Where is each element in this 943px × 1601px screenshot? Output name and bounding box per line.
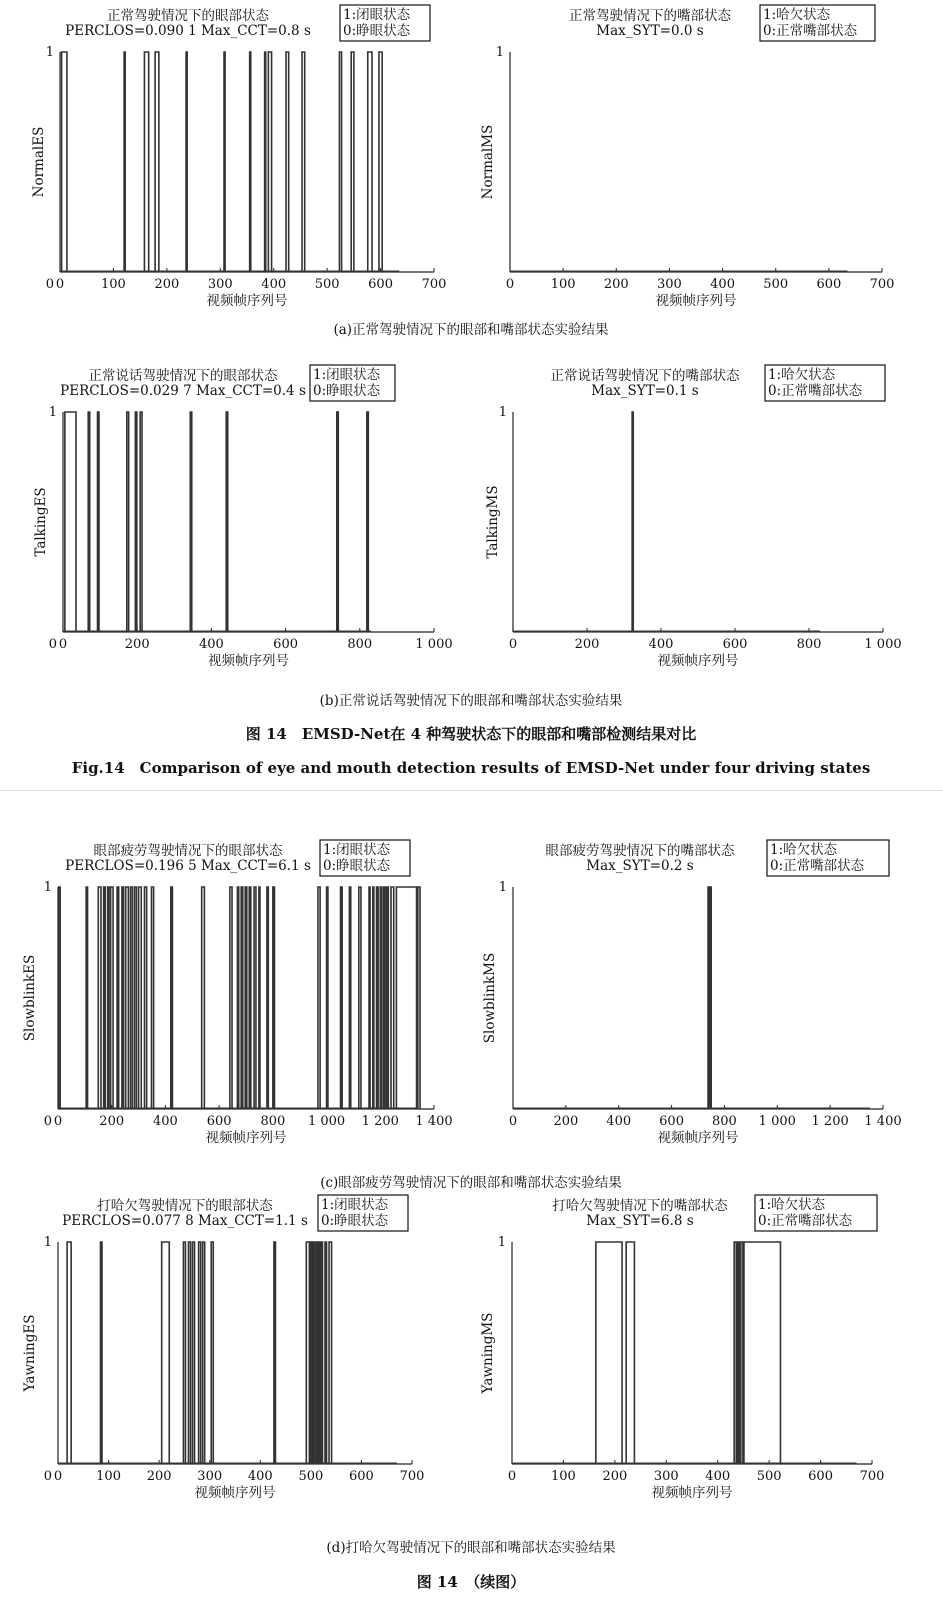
state-pulse [127,412,129,632]
state-pulse [241,887,243,1109]
state-pulse [741,1242,743,1464]
state-pulse [265,52,266,272]
state-pulse [226,412,227,632]
y-tick-label: 0 [43,1114,52,1129]
y-tick-label: 0 [45,277,54,292]
state-pulse [245,887,247,1109]
chart-title: 正常驾驶情况下的嘴部状态 [569,8,731,24]
x-tick-label: 600 [659,1114,684,1129]
x-tick-label: 400 [606,1114,632,1129]
state-pulse [596,1242,622,1464]
state-pulse [738,1242,740,1464]
x-tick-label: 1 400 [864,1114,902,1129]
x-tick-label: 600 [206,1114,232,1129]
legend-entry: 0:睁眼状态 [323,858,391,874]
chart-talking-eye [33,365,453,669]
state-pulse [369,887,370,1109]
y-tick-label: 0 [43,1469,52,1484]
x-tick-label: 700 [859,1469,885,1484]
legend-entry: 1:闭眼状态 [343,7,411,23]
y-axis-label: TalkingES [33,487,49,557]
x-axis-label: 视频帧序列号 [657,1130,739,1146]
state-pulse [135,412,136,632]
x-tick-label: 300 [653,1469,679,1484]
chart-talking-mouth [485,365,902,669]
state-pulse [155,52,159,272]
state-pulse [391,887,394,1109]
y-axis-label: NormalMS [480,124,496,200]
x-tick-label: 300 [197,1469,223,1484]
x-tick-label: 800 [796,637,822,652]
chart-title: 正常说话驾驶情况下的眼部状态 [88,368,278,384]
chart-slowblink-eye [22,840,453,1146]
x-tick-label: 0 [508,637,518,652]
x-tick-label: 1 000 [307,1114,346,1129]
state-pulse [254,887,256,1109]
state-pulse [329,1242,332,1464]
chart-subtitle: Max_SYT=0.0 s [596,23,704,39]
state-pulse [268,52,271,272]
state-pulse [632,412,633,632]
x-tick-label: 400 [710,277,735,292]
state-pulse [126,887,129,1109]
state-pulse [190,412,191,632]
x-tick-label: 200 [146,1469,172,1484]
y-axis-label: YawningMS [480,1312,496,1394]
state-pulse [259,887,260,1109]
legend-entry: 0:正常嘴部状态 [763,23,858,39]
chart-title: 正常驾驶情况下的眼部状态 [107,8,269,24]
state-pulse [135,887,137,1109]
legend-entry: 0:正常嘴部状态 [758,1213,853,1229]
x-tick-label: 300 [207,277,233,292]
x-tick-label: 600 [808,1469,833,1484]
chart-subtitle: PERCLOS=0.029 7 Max_CCT=0.4 s [60,383,306,399]
x-tick-label: 1 200 [361,1114,399,1129]
chart-slowblink-mouth [482,840,902,1146]
x-tick-label: 200 [99,1114,125,1129]
y-axis-label: SlowblinkMS [482,952,498,1044]
state-pulse [249,887,251,1109]
state-pulse [325,1242,327,1464]
chart-title: 眼部疲劳驾驶情况下的眼部状态 [93,843,283,859]
state-pulse [183,1242,185,1464]
y-tick-label: 1 [498,880,507,895]
state-pulse [122,887,124,1109]
state-pulse [373,887,374,1109]
x-tick-label: 500 [756,1469,782,1484]
state-pulse [98,412,99,632]
state-pulse [199,1242,201,1464]
legend-entry: 1:哈欠状态 [770,842,838,858]
state-pulse [59,887,60,1109]
legend-entry: 0:正常嘴部状态 [770,858,865,874]
state-pulse [250,52,251,272]
state-pulse [139,887,142,1109]
state-pulse [124,52,125,272]
legend [340,5,430,41]
state-pulse [151,887,153,1109]
state-pulse [359,887,361,1109]
y-tick-label: 1 [48,405,57,420]
legend-entry: 0:睁眼状态 [313,383,381,399]
state-pulse [377,887,379,1109]
chart-title: 眼部疲劳驾驶情况下的嘴部状态 [545,843,735,859]
y-tick-label: 1 [497,1235,506,1250]
legend-entry: 0:睁眼状态 [343,23,411,39]
chart-subtitle: Max_SYT=0.2 s [586,858,694,874]
state-pulse [65,412,76,632]
state-pulse [86,887,87,1109]
x-tick-label: 400 [261,277,287,292]
state-pulse [188,1242,190,1464]
chart-normal-eye [31,5,446,309]
y-tick-label: 0 [48,637,57,652]
state-pulse [368,52,372,272]
chart-subtitle: PERCLOS=0.090 1 Max_CCT=0.8 s [65,23,311,39]
state-pulse [339,52,341,272]
state-pulse [98,887,101,1109]
state-pulse [318,1242,320,1464]
state-pulse [140,412,142,632]
legend-entry: 0:睁眼状态 [321,1213,389,1229]
state-pulse [321,1242,323,1464]
y-tick-label: 1 [45,45,54,60]
x-tick-label: 100 [551,1469,576,1484]
x-tick-label: 500 [314,277,340,292]
x-axis-label: 视频帧序列号 [206,293,288,309]
state-pulse [734,1242,736,1464]
state-pulse [131,887,133,1109]
x-tick-label: 1 000 [864,637,902,652]
x-tick-label: 100 [101,277,126,292]
caption-a: (a)正常驾驶情况下的眼部和嘴部状态实验结果 [333,322,609,338]
state-pulse [337,412,338,632]
y-tick-label: 1 [43,1235,52,1250]
legend-entry: 0:正常嘴部状态 [768,383,863,399]
chart-yawning-mouth [480,1195,884,1501]
x-tick-label: 400 [153,1114,178,1129]
x-tick-label: 600 [349,1469,374,1484]
state-pulse [108,887,109,1109]
chart-title: 正常说话驾驶情况下的嘴部状态 [550,368,740,384]
x-tick-label: 200 [603,277,629,292]
caption-b: (b)正常说话驾驶情况下的眼部和嘴部状态实验结果 [319,693,623,709]
x-tick-label: 0 [55,277,65,292]
state-pulse [396,887,416,1109]
state-pulse [162,1242,170,1464]
state-pulse [100,1242,102,1464]
legend [767,840,889,876]
x-tick-label: 700 [869,277,895,292]
x-tick-label: 300 [657,277,682,292]
legend [755,1195,877,1231]
y-axis-label: YawningES [22,1314,38,1392]
x-tick-label: 0 [508,1114,518,1129]
state-pulse [186,52,187,272]
y-axis-label: TalkingMS [485,485,501,559]
chart-subtitle: PERCLOS=0.077 8 Max_CCT=1.1 s [62,1213,308,1229]
x-tick-label: 0 [53,1114,63,1129]
x-tick-label: 200 [553,1114,579,1129]
x-tick-label: 400 [648,637,674,652]
x-axis-label: 视频帧序列号 [205,1130,287,1146]
state-pulse [144,887,146,1109]
state-pulse [211,1242,213,1464]
y-axis-label: NormalES [31,126,47,198]
y-tick-label: 1 [498,405,507,420]
x-tick-label: 800 [260,1114,286,1129]
x-tick-label: 1 000 [758,1114,796,1129]
state-pulse [230,887,232,1109]
x-tick-label: 1 000 [415,637,453,652]
state-pulse [367,412,368,632]
x-tick-label: 600 [368,277,393,292]
legend [760,5,875,41]
chart-subtitle: Max_SYT=0.1 s [591,383,699,399]
y-tick-label: 1 [495,45,504,60]
x-tick-label: 1 200 [811,1114,849,1129]
state-pulse [302,52,305,272]
caption-c: (c)眼部疲劳驾驶情况下的眼部和嘴部状态实验结果 [320,1175,622,1191]
legend [765,365,885,401]
x-tick-label: 700 [399,1469,425,1484]
legend-entry: 1:哈欠状态 [763,7,831,23]
x-tick-label: 800 [712,1114,737,1129]
figure-caption-continued: 图 14 （续图） [416,1573,526,1591]
state-pulse [111,887,113,1109]
state-pulse [387,887,389,1109]
legend [318,1195,408,1231]
chart-title: 打哈欠驾驶情况下的嘴部状态 [552,1198,728,1214]
x-tick-label: 200 [124,637,150,652]
x-tick-label: 500 [298,1469,324,1484]
chart-subtitle: Max_SYT=6.8 s [586,1213,694,1229]
x-tick-label: 1 400 [415,1114,453,1129]
x-tick-label: 500 [763,277,789,292]
state-pulse [274,1242,276,1464]
x-tick-label: 600 [722,637,748,652]
x-tick-label: 600 [273,637,299,652]
state-pulse [67,1242,71,1464]
x-axis-label: 视频帧序列号 [655,293,737,309]
chart-title: 打哈欠驾驶情况下的眼部状态 [97,1198,273,1214]
x-axis-label: 视频帧序列号 [657,653,739,669]
state-pulse [744,1242,781,1464]
legend-entry: 1:哈欠状态 [768,367,836,383]
figure-caption-cn: 图 14 EMSD-Net在 4 种驾驶状态下的眼部和嘴部检测结果对比 [245,725,697,743]
caption-d: (d)打哈欠驾驶情况下的眼部和嘴部状态实验结果 [326,1540,616,1556]
state-pulse [273,887,275,1109]
x-tick-label: 0 [53,1469,63,1484]
chart-subtitle: PERCLOS=0.196 5 Max_CCT=6.1 s [65,858,311,874]
state-pulse [626,1242,634,1464]
x-tick-label: 200 [154,277,180,292]
legend-entry: 1:闭眼状态 [313,367,381,383]
x-tick-label: 200 [574,637,600,652]
legend-entry: 1:哈欠状态 [758,1197,826,1213]
x-tick-label: 0 [505,277,515,292]
x-axis-label: 视频帧序列号 [208,653,289,669]
x-tick-label: 600 [816,277,842,292]
state-pulse [310,1242,312,1464]
state-pulse [349,887,350,1109]
state-pulse [313,1242,315,1464]
state-pulse [384,887,386,1109]
state-pulse [708,887,709,1109]
x-tick-label: 400 [247,1469,273,1484]
x-tick-label: 100 [96,1469,121,1484]
figure-caption-en: Fig.14 Comparison of eye and mouth detection results of EMSD-Net under four driving states [71,759,871,777]
state-pulse [379,52,382,272]
state-pulse [341,887,343,1109]
state-pulse [104,887,106,1109]
state-pulse [202,887,205,1109]
state-pulse [144,52,148,272]
x-tick-label: 700 [421,277,447,292]
legend-entry: 1:闭眼状态 [321,1197,389,1213]
y-tick-label: 1 [43,880,52,895]
state-pulse [306,1242,309,1464]
x-tick-label: 100 [550,277,576,292]
legend [310,365,395,401]
x-tick-label: 800 [347,637,373,652]
state-pulse [316,1242,318,1464]
state-pulse [224,52,225,272]
legend [320,840,410,876]
state-pulse [62,52,67,272]
x-axis-label: 视频帧序列号 [651,1485,733,1501]
state-pulse [380,887,381,1109]
state-pulse [351,52,354,272]
state-pulse [203,1242,205,1464]
state-pulse [286,52,289,272]
state-pulse [327,887,328,1109]
state-pulse [193,1242,195,1464]
legend-entry: 1:闭眼状态 [323,842,391,858]
state-pulse [117,887,119,1109]
x-axis-label: 视频帧序列号 [194,1485,276,1501]
state-pulse [88,412,89,632]
x-tick-label: 400 [198,637,224,652]
x-tick-label: 200 [602,1469,628,1484]
state-pulse [267,887,268,1109]
x-tick-label: 400 [705,1469,731,1484]
x-tick-label: 0 [58,637,68,652]
x-tick-label: 0 [507,1469,517,1484]
state-pulse [237,887,238,1109]
y-axis-label: SlowblinkES [22,954,38,1042]
chart-normal-mouth [480,5,894,309]
state-pulse [710,887,711,1109]
chart-yawning-eye [22,1195,424,1501]
state-pulse [318,887,320,1109]
state-pulse [418,887,420,1109]
state-pulse [171,887,173,1109]
